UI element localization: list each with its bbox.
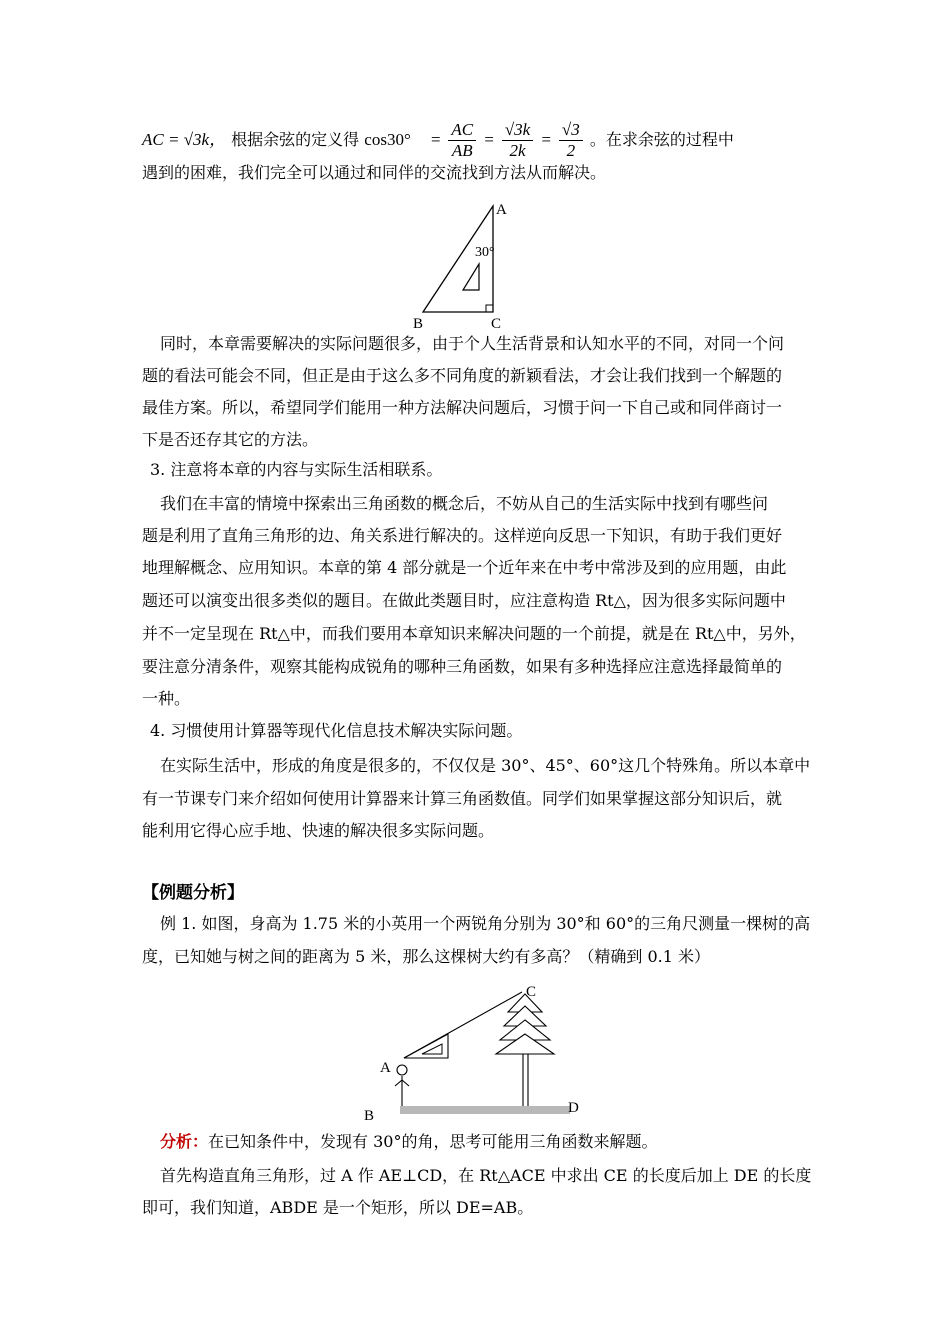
paragraph-line: 题是利用了直角三角形的边、角关系进行解决的。这样逆向反思一下知识，有助于我们更好: [142, 526, 783, 545]
paragraph-line: 下是否还存其它的方法。: [142, 430, 319, 449]
person-arm-left: [395, 1080, 402, 1086]
ground: [400, 1106, 570, 1114]
paragraph-line: 并不一定呈现在 Rt△中，而我们要用本章知识来解决问题的一个前提，就是在 Rt△中，另外，: [142, 624, 806, 643]
label-a: A: [496, 202, 507, 218]
person-head: [397, 1065, 407, 1075]
fraction-root3k-2k: [502, 120, 533, 161]
example-line: 例 1. 如图，身高为 1.75 米的小英用一个两锐角分别为 30°和 60°的三角尺测量一棵树的高: [160, 914, 811, 933]
formula-text: 根据余弦的定义得: [231, 130, 360, 149]
paragraph-line: 要注意分清条件，观察其能构成锐角的哪种三角函数，如果有多种选择应注意选择最简单的: [142, 657, 783, 676]
formula-lhs: AC = √3k，: [142, 130, 227, 149]
list-item-4: 4. 习惯使用计算器等现代化信息技术解决实际问题。: [150, 721, 523, 740]
paragraph-line: 地理解概念、应用知识。本章的第 4 部分就是一个近年来在中考中常涉及到的应用题，由此: [142, 558, 787, 577]
paragraph-line: 同时，本章需要解决的实际问题很多，由于个人生活背景和认知水平的不同，对同一个问: [160, 334, 785, 353]
label-angle: 30°: [475, 245, 495, 260]
formula-cos: cos30°: [364, 130, 411, 149]
analysis-label: 分析：: [160, 1132, 209, 1151]
example-line: 度，已知她与树之间的距离为 5 米，那么这棵树大约有多高？（精确到 0.1 米）: [142, 947, 710, 966]
formula-line: [142, 118, 734, 162]
inner-triangle: [463, 264, 479, 290]
paragraph-line: 有一节课专门来介绍如何使用计算器来计算三角函数值。同学们如果掌握这部分知识后，就: [142, 789, 783, 808]
paragraph-line: 能利用它得心应手地、快速的解决很多实际问题。: [142, 821, 495, 840]
formula-tail: 。在求余弦的过程中: [589, 130, 734, 149]
triangle-figure: [405, 198, 525, 336]
section-title: 【例题分析】: [142, 883, 244, 903]
fraction-ac-ab: [448, 120, 476, 161]
person-arm-right: [402, 1080, 409, 1086]
list-item-3: 3. 注意将本章的内容与实际生活相联系。: [150, 460, 443, 479]
paragraph-line: 首先构造直角三角形，过 A 作 AE⊥CD，在 Rt△ACE 中求出 CE 的长度后加上 DE 的长度: [160, 1166, 812, 1185]
paragraph-line: 最佳方案。所以，希望同学们能用一种方法解决问题后，习惯于问一下自己或和同伴商讨一: [142, 398, 783, 417]
fraction-root3-2: [559, 120, 583, 161]
fraction-numerator: √3k: [502, 120, 533, 141]
fraction-numerator: √3: [559, 120, 583, 141]
paragraph-line: 即可，我们知道，ABDE 是一个矩形，所以 DE=AB。: [142, 1198, 534, 1217]
analysis-text: 在已知条件中，发现有 30°的角，思考可能用三角函数来解题。: [208, 1132, 658, 1151]
paragraph-line: 题还可以演变出很多类似的题目。在做此类题目时，应注意构造 Rt△，因为很多实际问题中: [142, 591, 786, 610]
label-b: B: [364, 1108, 375, 1124]
label-c: C: [526, 984, 537, 1000]
fraction-denominator: AB: [451, 141, 473, 160]
paragraph-line: 题的看法可能会不同，但正是由于这么多不同角度的新颖看法，才会让我们找到一个解题的: [142, 366, 783, 385]
fraction-numerator: AC: [448, 120, 476, 141]
analysis-line: [160, 1132, 657, 1152]
paragraph-line: 遇到的困难，我们完全可以通过和同伴的交流找到方法从而解决。: [142, 163, 607, 182]
fraction-denominator: 2: [566, 141, 576, 160]
paragraph-line: 在实际生活中，形成的角度是很多的，不仅仅是 30°、45°、60°这几个特殊角。所以本章中: [160, 756, 811, 775]
set-square-inner: [422, 1044, 442, 1054]
formula-eq2: =: [483, 130, 495, 149]
label-d: D: [568, 1100, 579, 1116]
formula-eq1: =: [429, 130, 442, 149]
fraction-denominator: 2k: [509, 141, 526, 160]
formula-eq3: =: [540, 130, 552, 149]
label-a: A: [380, 1060, 391, 1076]
paragraph-line: 一种。: [142, 689, 191, 708]
right-angle-marker: [486, 305, 493, 312]
tree-measurement-figure: [362, 982, 602, 1124]
label-b: B: [413, 316, 424, 332]
label-c: C: [491, 316, 502, 332]
paragraph-line: 我们在丰富的情境中探索出三角函数的概念后，不妨从自己的生活实际中找到有哪些问: [160, 494, 769, 513]
